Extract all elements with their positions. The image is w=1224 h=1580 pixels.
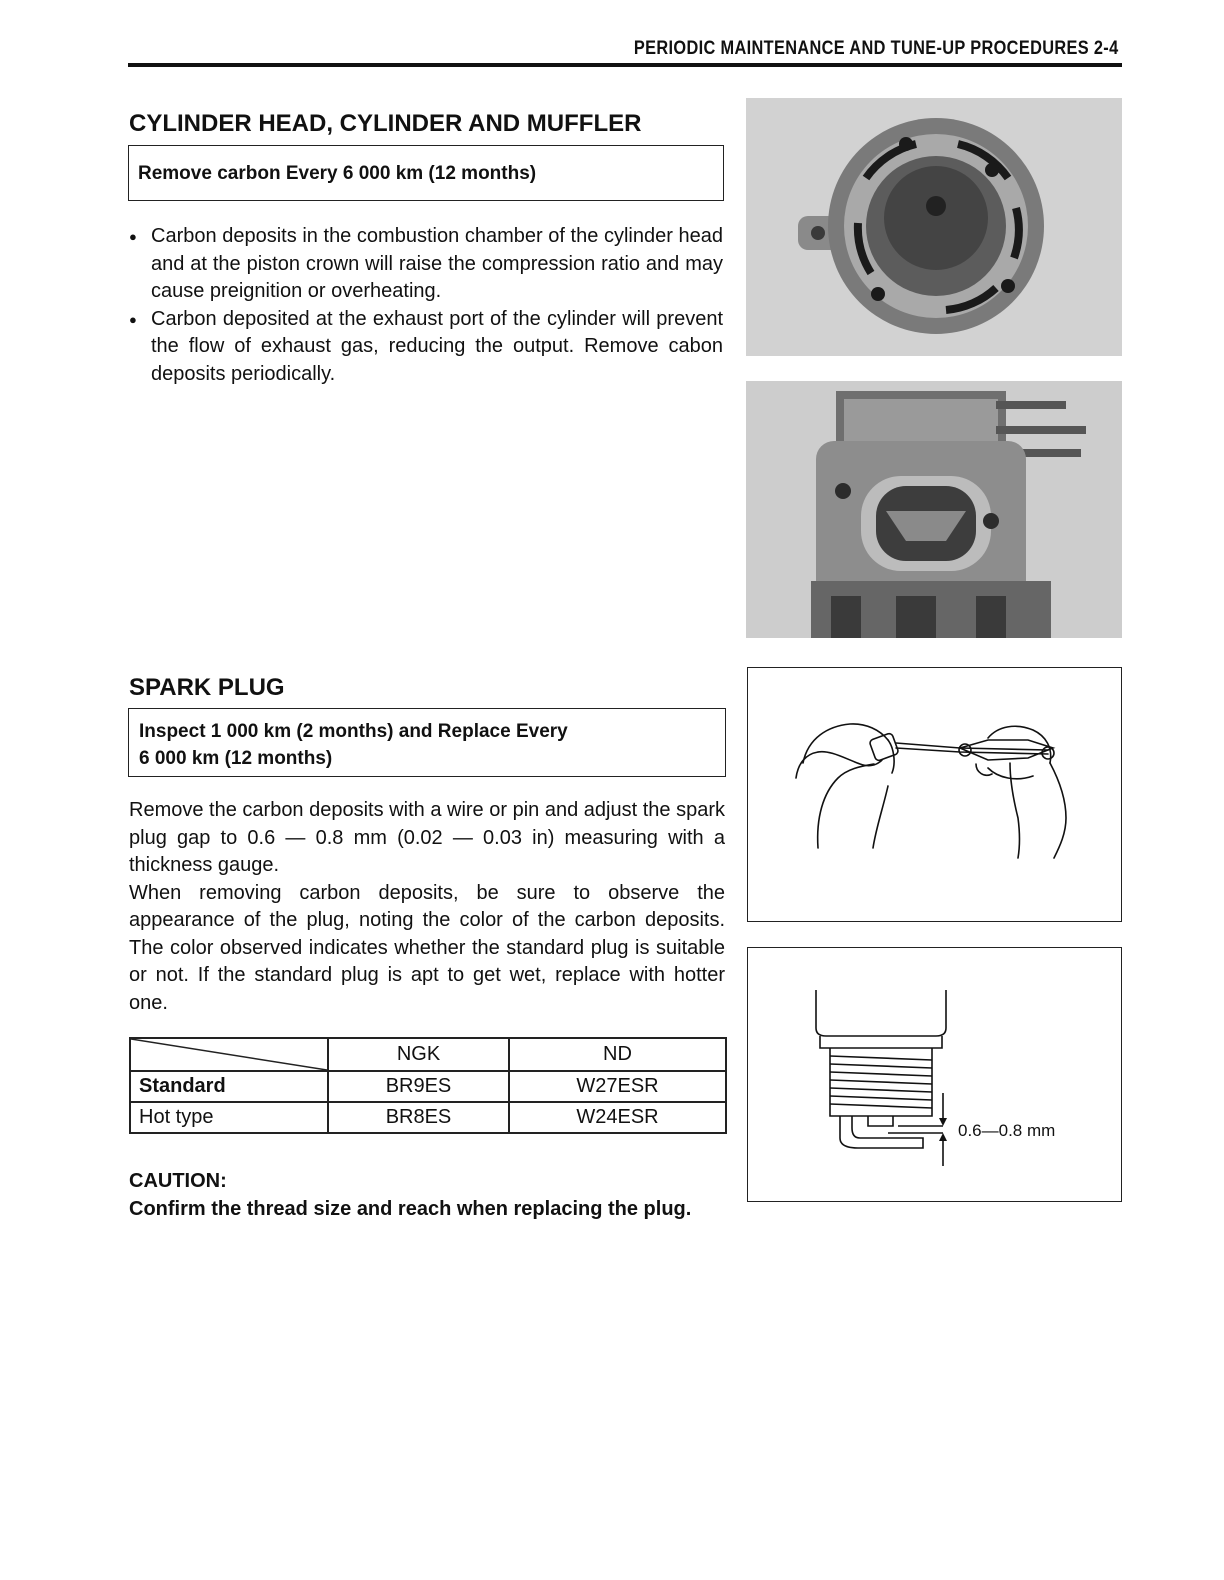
caution-heading: CAUTION: <box>129 1170 227 1192</box>
section-heading-cylinder: CYLINDER HEAD, CYLINDER AND MUFFLER <box>129 110 642 137</box>
table-cell: BR8ES <box>328 1102 509 1133</box>
table-row <box>130 1102 726 1133</box>
cylinder-head-image <box>746 98 1122 356</box>
section-heading-spark-plug: SPARK PLUG <box>129 674 285 701</box>
plug-gap-figure <box>747 947 1122 1202</box>
caution-text: Confirm the thread size and reach when replacing the plug. <box>129 1198 692 1220</box>
paragraph: When removing carbon deposits, be sure to observe the appearance of the plug, noting the color of the carbon deposits. The color observed indicates whether the standard plug is suitable or not. If the standard plug is apt to get wet, replace with hotter one. <box>129 881 725 1014</box>
bullet-item: ● Carbon deposited at the exhaust port of the cylinder will prevent the flow of exhaust gas, reducing the output. Remove cabon deposits periodically. <box>129 306 723 389</box>
bullet-item: ● Carbon deposits in the combustion chamber of the cylinder head and at the piston crown will raise the compression ratio and may cause preignition or overheating. <box>129 223 723 306</box>
interval-box-cylinder <box>128 145 724 201</box>
table-cell: Standard <box>130 1071 328 1102</box>
gap-gauge-illustration <box>748 668 1120 920</box>
spark-plug-gap-diagram <box>748 948 1120 1200</box>
table-row <box>130 1071 726 1102</box>
gap-label: 0.6—0.8 mm <box>958 1121 1056 1140</box>
table-cell: BR9ES <box>328 1071 509 1102</box>
paragraph: Remove the carbon deposits with a wire or pin and adjust the spark plug gap to 0.6 — 0.8 mm (0.02 — 0.03 in) measuring with a thickness gauge. <box>129 799 725 876</box>
diagonal-line <box>131 1039 327 1070</box>
cylinder-bullet-list <box>129 223 723 388</box>
gap-gauge-figure <box>747 667 1122 922</box>
spark-plug-table <box>129 1037 727 1134</box>
table-cell: Hot type <box>130 1102 328 1133</box>
interval-text-line1: Inspect 1 000 km (2 months) and Replace Every <box>139 721 568 742</box>
spark-plug-text <box>129 797 725 1017</box>
table-corner-cell <box>130 1038 328 1071</box>
table-header-row <box>130 1038 726 1071</box>
table-cell: W24ESR <box>509 1102 726 1133</box>
table-cell: W27ESR <box>509 1071 726 1102</box>
table-header-cell: ND <box>509 1038 726 1071</box>
cylinder-exhaust-image <box>746 381 1122 638</box>
cylinder-head-photo <box>746 98 1122 356</box>
table-header-cell: NGK <box>328 1038 509 1071</box>
header-rule <box>128 63 1122 67</box>
cylinder-exhaust-photo <box>746 381 1122 638</box>
interval-box-spark-plug <box>128 708 726 777</box>
page-header-title: PERIODIC MAINTENANCE AND TUNE-UP PROCEDURES 2-4 <box>634 38 1119 59</box>
interval-text-cylinder: Remove carbon Every 6 000 km (12 months) <box>138 163 537 184</box>
interval-text-line2: 6 000 km (12 months) <box>139 748 333 769</box>
